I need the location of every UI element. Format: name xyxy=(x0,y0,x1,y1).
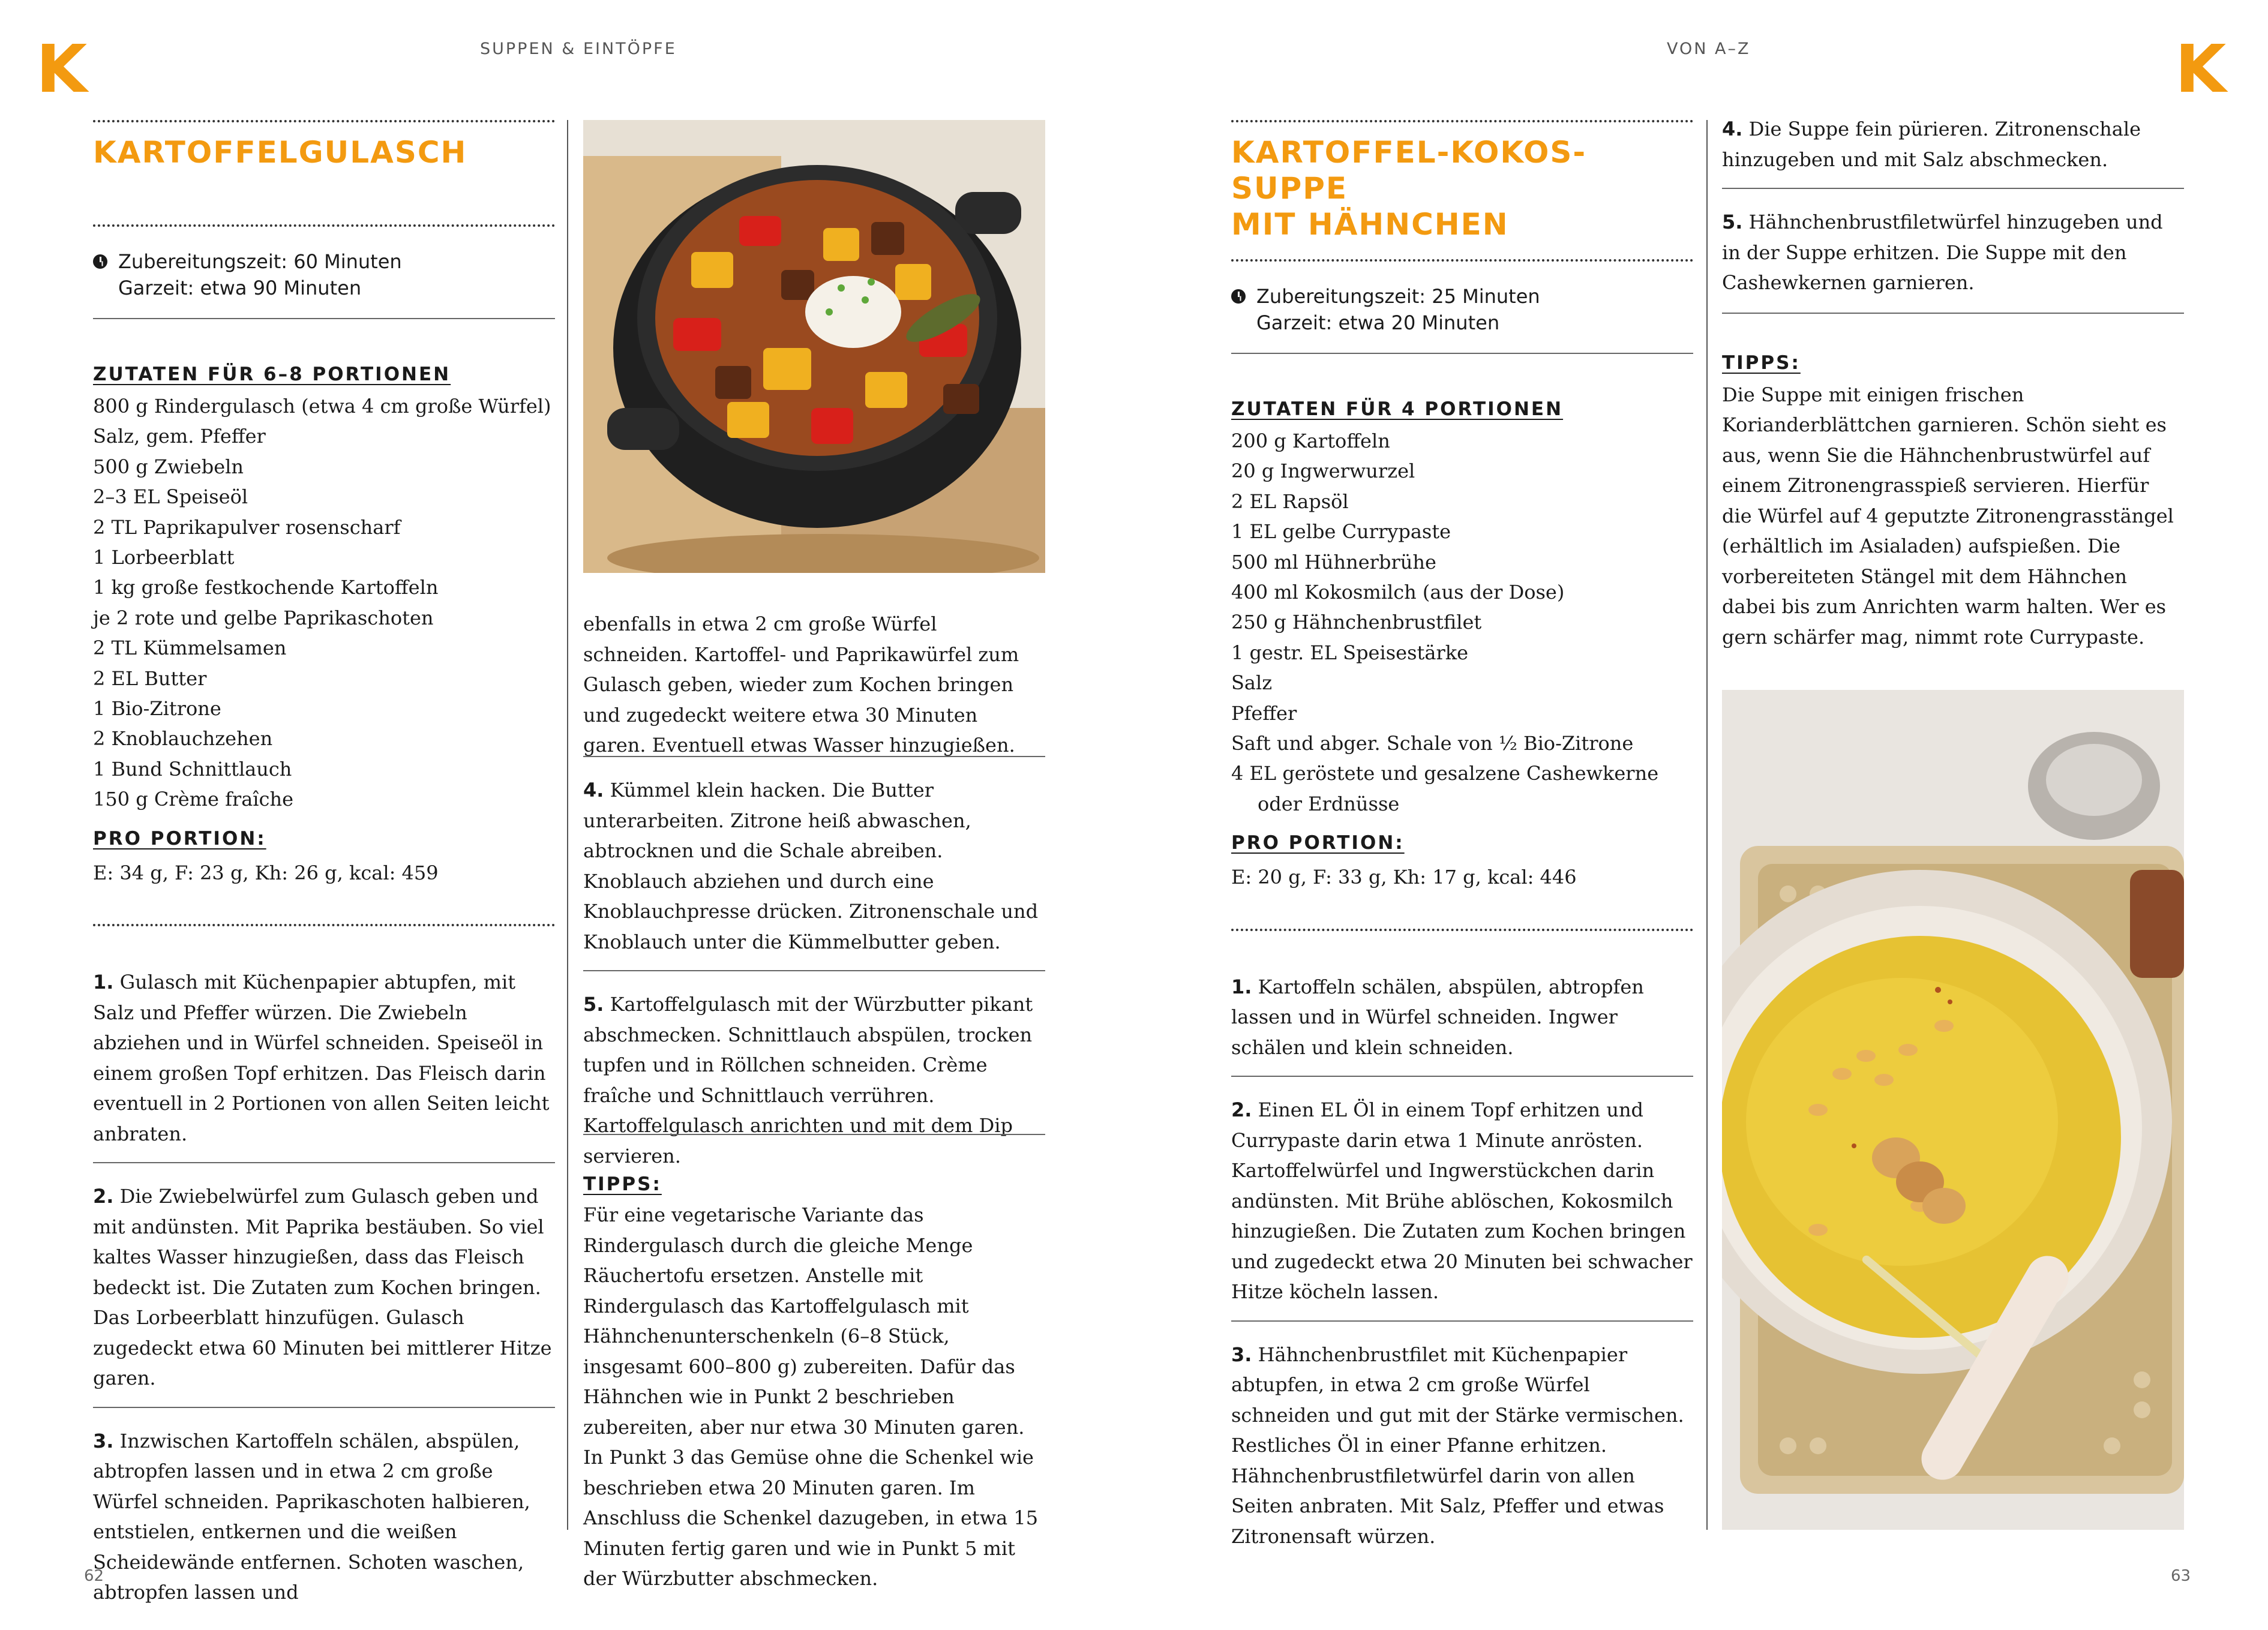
tips-block xyxy=(1722,350,2184,653)
ingredient-item: Saft und abger. Schale von ½ Bio-Zitrone xyxy=(1231,732,1634,755)
ingredient-item: 150 g Crème fraîche xyxy=(93,788,293,811)
ingredients-heading: ZUTATEN FÜR 4 PORTIONEN xyxy=(1231,398,1564,420)
section-letter: K xyxy=(36,31,88,107)
ingredient-item: 2 EL Rapsöl xyxy=(1231,490,1349,513)
step-number: 2. xyxy=(93,1185,114,1208)
step-number: 4. xyxy=(1722,118,1743,140)
divider xyxy=(1722,313,2184,314)
step-item xyxy=(93,967,555,1149)
step-number: 1. xyxy=(93,971,114,994)
ingredient-item: 1 Bio-Zitrone xyxy=(93,697,221,721)
column-separator xyxy=(567,120,568,1530)
ingredient-item: 800 g Rindergulasch (etwa 4 cm große Würfel) xyxy=(93,395,551,418)
ingredient-item: 2 TL Paprikapulver rosenscharf xyxy=(93,515,401,539)
tips-block xyxy=(583,1171,1045,1594)
steps-list xyxy=(93,967,555,1608)
divider xyxy=(583,756,1045,757)
divider xyxy=(93,1407,555,1408)
tips-text: Für eine vegetarische Variante das Rindergulasch durch die gleiche Menge Räuchertofu ersetzen. Anstelle mit Rindergulasch das Kartoffelgulasch mit Hähnchenunterschenkeln (6–8 Stück, insgesamt 600–800 g) zubereiten. Dafür das Hähnchen wie in Punkt 2 beschrieben zubereiten, aber nur etwa 30 Minuten garen. In Punkt 3 das Gemüse ohne die Schenkel wie beschrieben etwa 20 Minuten garen. Im Anschluss die Schenkel dazugeben, in etwa 15 Minuten fertig garen und wie in Punkt 5 mit der Würzbutter abschmecken. xyxy=(583,1203,1039,1590)
right-page xyxy=(1134,0,2268,1630)
step-text: Hähnchenbrustfilet mit Küchenpapier abtupfen, in etwa 2 cm große Würfel schneiden und gut mit der Stärke vermischen. Restliches Öl in einer Pfanne erhitzen. Hähnchenbrustfiletwürfel darin von allen Seiten anbraten. Mit Salz, Pfeffer und etwas Zitronensaft würzen. xyxy=(1231,1343,1684,1548)
time-block xyxy=(1231,283,1693,336)
right-column-2 xyxy=(1722,120,2184,652)
portion-heading: PRO PORTION: xyxy=(1231,832,1405,854)
ingredient-item: 400 ml Kokosmilch (aus der Dose) xyxy=(1231,581,1565,604)
ingredient-item: 500 ml Hühnerbrühe xyxy=(1231,550,1436,574)
divider xyxy=(1722,188,2184,189)
divider xyxy=(1231,120,1693,122)
step-item xyxy=(583,775,1045,957)
cook-time: Garzeit: etwa 90 Minuten xyxy=(118,277,362,299)
step-number: 5. xyxy=(583,993,604,1016)
soup-bowl-image xyxy=(1722,690,2184,1530)
portion-heading: PRO PORTION: xyxy=(93,827,266,849)
step-number: 2. xyxy=(1231,1098,1252,1122)
step-text: Gulasch mit Küchenpapier abtupfen, mit Salz und Pfeffer würzen. Die Zwiebeln abziehen und in Würfel schneiden. Speiseöl in einem großen Topf erhitzen. Das Fleisch darin eventuell in 2 Portionen von allen Seiten leicht anbraten. xyxy=(93,971,550,1145)
prep-time: Zubereitungszeit: 25 Minuten xyxy=(1256,285,1540,308)
page-number: 62 xyxy=(84,1567,104,1585)
step-number: 5. xyxy=(1722,211,1743,233)
step-text: Kartoffelgulasch mit der Würzbutter pikant abschmecken. Schnittlauch abspülen, trocken tupfen und in Röllchen schneiden. Crème fraîche und Schnittlauch verrühren. Kartoffelgulasch anrichten und mit dem Dip servieren. xyxy=(583,993,1033,1167)
step-number: 1. xyxy=(1231,975,1252,998)
step-number: 3. xyxy=(1231,1343,1252,1366)
ingredient-item: Salz, gem. Pfeffer xyxy=(93,425,266,448)
soup-photo xyxy=(1722,690,2184,1530)
ingredient-item: je 2 rote und gelbe Paprikaschoten xyxy=(93,606,434,629)
ingredient-item: 500 g Zwiebeln xyxy=(93,455,244,478)
steps-list-2 xyxy=(1722,114,2184,298)
step-text: Kümmel klein hacken. Die Butter unterarbeiten. Zitrone heiß abwaschen, abtrocknen und die Schale abreiben. Knoblauch abziehen und durch eine Knoblauchpresse drücken. Zitronenschale und Knoblauch unter die Kümmelbutter geben. xyxy=(583,779,1039,953)
divider xyxy=(1231,929,1693,931)
section-letter: K xyxy=(2175,31,2227,107)
step-item xyxy=(93,1181,555,1394)
recipe-title-line-1: KARTOFFEL-KOKOS-SUPPE xyxy=(1231,135,1587,206)
ingredient-item: 2 TL Kümmelsamen xyxy=(93,637,287,660)
divider xyxy=(93,924,555,926)
step-text: Die Zwiebelwürfel zum Gulasch geben und mit andünsten. Mit Paprika bestäuben. So viel kaltes Wasser hinzugießen, dass das Fleisch bedeckt ist. Die Zutaten zum Kochen bringen. Das Lorbeerblatt hinzufügen. Gulasch zugedeckt etwa 60 Minuten bei mittlerer Hitze garen. xyxy=(93,1185,552,1390)
ingredient-item: 1 kg große festkochende Kartoffeln xyxy=(93,576,439,599)
gulasch-pot-image xyxy=(583,120,1045,573)
time-block xyxy=(93,248,555,301)
divider xyxy=(1231,353,1693,354)
step-item xyxy=(1231,1340,1693,1552)
ingredient-item: 1 gestr. EL Speisestärke xyxy=(1231,641,1469,664)
divider xyxy=(1231,259,1693,262)
clock-icon xyxy=(1231,289,1246,304)
tips-heading: TIPPS: xyxy=(1722,352,1801,374)
running-head: SUPPEN & EINTÖPFE xyxy=(480,40,677,58)
step-item xyxy=(1722,207,2184,298)
ingredient-item: 4 EL geröstete und gesalzene Cashewkerne oder Erdnüsse xyxy=(1231,762,1659,815)
ingredients-list xyxy=(1231,426,1693,819)
step-text: Kartoffeln schälen, abspülen, abtropfen lassen und in Würfel schneiden. Ingwer schälen und klein schneiden. xyxy=(1231,975,1644,1059)
divider xyxy=(93,224,555,227)
ingredients-heading: ZUTATEN FÜR 6–8 PORTIONEN xyxy=(93,364,451,385)
gulasch-photo xyxy=(583,120,1045,573)
step-item xyxy=(93,1426,555,1608)
divider xyxy=(1231,1320,1693,1322)
ingredient-item: 1 Lorbeerblatt xyxy=(93,546,235,569)
running-head: VON A–Z xyxy=(1667,40,1751,58)
recipe-title-line-2: MIT HÄHNCHEN xyxy=(1231,207,1509,242)
ingredient-item: 2 EL Butter xyxy=(93,667,207,690)
divider xyxy=(93,1162,555,1163)
ingredient-item: 1 EL gelbe Currypaste xyxy=(1231,520,1451,544)
left-column-1 xyxy=(93,120,555,1608)
step-text: Die Suppe fein pürieren. Zitronenschale hinzugeben und mit Salz abschmecken. xyxy=(1722,118,2141,171)
page-number: 63 xyxy=(2171,1567,2191,1585)
ingredient-item: 250 g Hähnchenbrustfilet xyxy=(1231,611,1482,634)
column-separator xyxy=(1706,120,1708,1530)
step-item xyxy=(1231,972,1693,1063)
steps-list xyxy=(1231,972,1693,1552)
tips-heading: TIPPS: xyxy=(583,1173,662,1195)
tips-text: Die Suppe mit einigen frischen Korianderblättchen garnieren. Schön sieht es aus, wenn Sie die Hähnchenbrustwürfel auf einem Zitronengrasspieß servieren. Hierfür die Würfel auf 4 geputzte Zitronengrasstängel (erhältlich im Asialaden) aufspießen. Die vorbereiteten Stängel mit dem Hähnchen dabei bis zum Anrichten warm halten. Wer es gern schärfer mag, nimmt rote Currypaste. xyxy=(1722,383,2174,649)
prep-time: Zubereitungszeit: 60 Minuten xyxy=(118,250,402,273)
ingredients-list xyxy=(93,391,555,815)
ingredient-item: 2 Knoblauchzehen xyxy=(93,727,273,751)
divider xyxy=(93,318,555,319)
ingredient-item: 20 g Ingwerwurzel xyxy=(1231,460,1415,483)
recipe-title: KARTOFFELGULASCH xyxy=(93,135,467,170)
portion-values: E: 34 g, F: 23 g, Kh: 26 g, kcal: 459 xyxy=(93,861,439,884)
divider xyxy=(583,1134,1045,1135)
clock-icon xyxy=(93,254,107,269)
cook-time: Garzeit: etwa 20 Minuten xyxy=(1256,311,1500,334)
recipe-title xyxy=(1231,134,1693,242)
ingredient-item: Pfeffer xyxy=(1231,701,1297,725)
right-column-1 xyxy=(1231,120,1693,1551)
step-item xyxy=(1231,1095,1693,1307)
portion-values: E: 20 g, F: 33 g, Kh: 17 g, kcal: 446 xyxy=(1231,866,1577,889)
ingredient-item: 1 Bund Schnittlauch xyxy=(93,757,292,781)
ingredient-item: Salz xyxy=(1231,671,1273,695)
step-item xyxy=(583,989,1045,1171)
step-number: 3. xyxy=(93,1429,114,1452)
step-text: Einen EL Öl in einem Topf erhitzen und Currypaste darin etwa 1 Minute anrösten. Kartoffelwürfel und Ingwerstückchen darin andünsten. Mit Brühe ablöschen, Kokosmilch hinzugießen. Die Zutaten zum Kochen bringen und zugedeckt etwa 20 Minuten bei schwacher Hitze köcheln lassen. xyxy=(1231,1098,1693,1304)
step-text: Hähnchenbrustfiletwürfel hinzugeben und in der Suppe erhitzen. Die Suppe mit den Cashewkernen garnieren. xyxy=(1722,211,2163,294)
step-number: 4. xyxy=(583,779,604,802)
step-3-continued: ebenfalls in etwa 2 cm große Würfel schneiden. Kartoffel- und Paprikawürfel zum Gulasch geben, wieder zum Kochen bringen und zugedeckt weitere etwa 30 Minuten garen. Eventuell etwas Wasser hinzugießen. xyxy=(583,613,1019,757)
divider xyxy=(93,120,555,122)
steps-list-2 xyxy=(583,756,1045,1171)
step-text: Inzwischen Kartoffeln schälen, abspülen, abtropfen lassen und in etwa 2 cm große Würfel schneiden. Paprikaschoten halbieren, entstielen, entkernen und die weißen Scheidewände entfernen. Schoten waschen, abtropfen lassen und xyxy=(93,1429,530,1604)
divider xyxy=(1231,1076,1693,1077)
divider xyxy=(583,970,1045,971)
ingredient-item: 2–3 EL Speiseöl xyxy=(93,485,248,509)
step-item xyxy=(1722,114,2184,175)
ingredient-item: 200 g Kartoffeln xyxy=(1231,430,1390,452)
